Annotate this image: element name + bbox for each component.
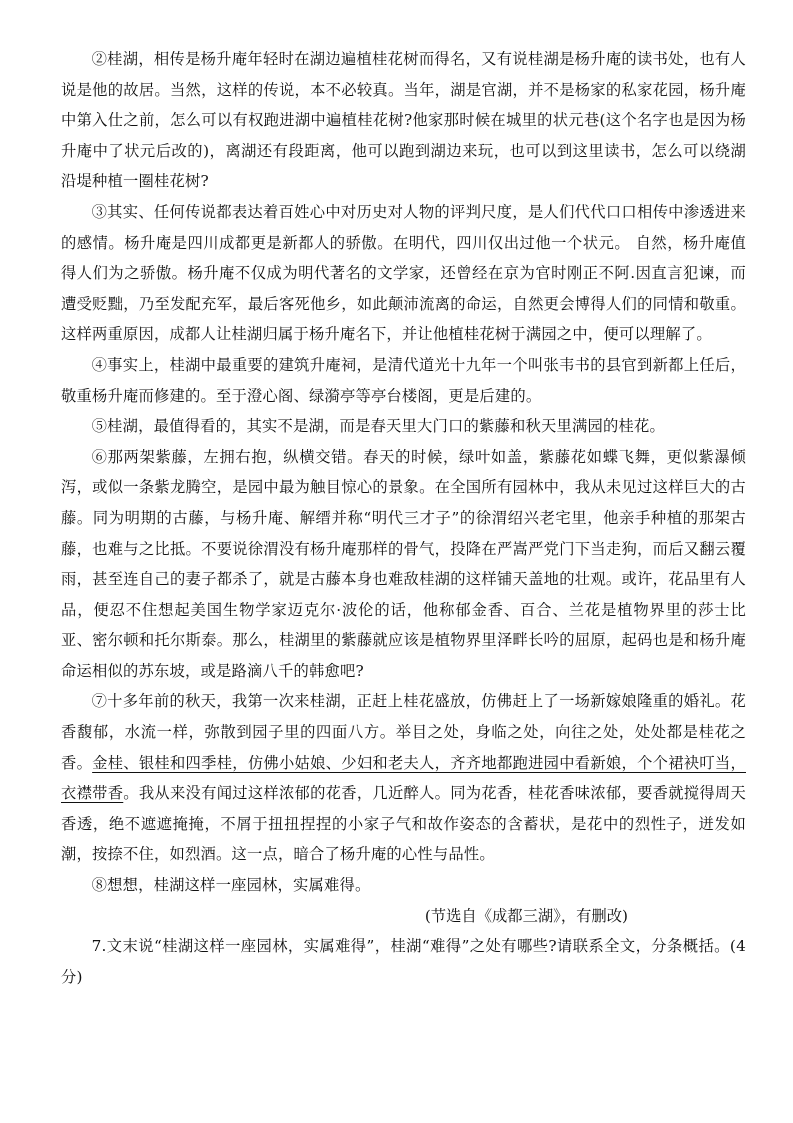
document-page [61, 44, 746, 992]
paragraph-4: ④事实上，桂湖中最重要的建筑升庵祠，是清代道光十九年一个叫张韦书的县官到新都上任后，敬重杨升庵而修建的。至于澄心阁、绿漪亭等亭台楼阁，更是后建的。 [61, 355, 746, 405]
paragraph-7 [61, 686, 746, 870]
paragraph-3: ③其实、任何传说都表达着百姓心中对历史对人物的评判尺度，是人们代代口口相传中渗透进来的感情。杨升庵是四川成都更是新都人的骄傲。在明代，四川仅出过他一个状元。 自然，杨升庵值得人们为之骄傲。杨升庵不仅成为明代著名的文学家，还曾经在京为官时刚正不阿.因直言犯谏，而遭受贬黜，乃至发配充军，最后客死他乡，如此颠沛流离的命运，自然更会博得人们的同情和敬重。这样两重原因，成都人让桂湖归属于杨升庵名下，并让他植桂花树于满园之中，便可以理解了。 [61, 202, 746, 344]
question-7: 7.文末说“桂湖这样一座园林，实属难得”，桂湖“难得”之处有哪些?请联系全文，分条概括。(4分) [61, 937, 746, 986]
paragraph-5: ⑤桂湖，最值得看的，其实不是湖，而是春天里大门口的紫藤和秋天里满园的桂花。 [91, 417, 665, 436]
paragraph-7-before: ⑦十多年前的秋天，我第一次来桂湖，正赶上桂花盛放，仿佛赶上了一场新嫁娘隆重的婚礼。花香馥郁，水流一样，弥散到园子里的四面八方。举目之处，身临之处，向往之处，处处都是桂花之香。 [61, 692, 746, 772]
paragraph-8: ⑧想想，桂湖这样一座园林，实属难得。 [91, 876, 371, 895]
paragraph-7-after: 。我从来没有闻过这样浓郁的花香，几近醉人。同为花香，桂花香味浓郁，要香就搅得周天香透，绝不遮遮掩掩，不屑于扭扭捏捏的小家子气和故作姿态的含蓄状，是花中的烈性子，迸发如潮，按捺不住，如烈酒。这一点，暗合了杨升庵的心性与品性。 [61, 784, 746, 864]
paragraph-2: ②桂湖，相传是杨升庵年轻时在湖边遍植桂花树而得名，又有说桂湖是杨升庵的读书处，也有人说是他的故居。当然，这样的传说，本不必较真。当年，湖是官湖，并不是杨家的私家花园，杨升庵中第入仕之前，怎么可以有权跑进湖中遍植桂花树?他家那时候在城里的状元巷(这个名字也是因为杨升庵中了状元后改的)，离湖还有段距离，他可以跑到湖边来玩，也可以到这里读书，怎么可以绕湖沿堤种植一圈桂花树? [61, 50, 746, 191]
paragraph-6: ⑥那两架紫藤，左拥右抱，纵横交错。春天的时候，绿叶如盖，紫藤花如蝶飞舞，更似紫瀑倾泻，或似一条紫龙腾空，是园中最为触目惊心的景象。在全国所有园林中，我从未见过这样巨大的古藤。同为明期的古藤，与杨升庵、解缙并称“明代三才子”的徐渭绍兴老宅里，他亲手种植的那架古藤，也难与之比抵。不要说徐渭没有杨升庵那样的骨气，投降在严嵩严党门下当走狗，而后又翻云覆雨，甚至连自己的妻子都杀了，就是古藤本身也难敌桂湖的这样铺天盖地的壮观。或许，花品里有人品，便忍不住想起美国生物学家迈克尔·波伦的话，他称郁金香、百合、兰花是植物界里的莎士比亚、密尔顿和托尔斯泰。那么，桂湖里的紫藤就应该是植物界里泽畔长吟的屈原，起码也是和杨升庵命运相似的苏东坡，或是路滴八千的韩愈吧? [61, 447, 746, 680]
source-citation: (节选自《成都三湖》，有删改) [424, 906, 628, 925]
underlined-sentence: 金桂、银桂和四季桂，仿佛小姑娘、少妇和老夫人，齐齐地都跑进园中看新娘，个个裙袂叮当，衣襟带香 [61, 753, 746, 803]
